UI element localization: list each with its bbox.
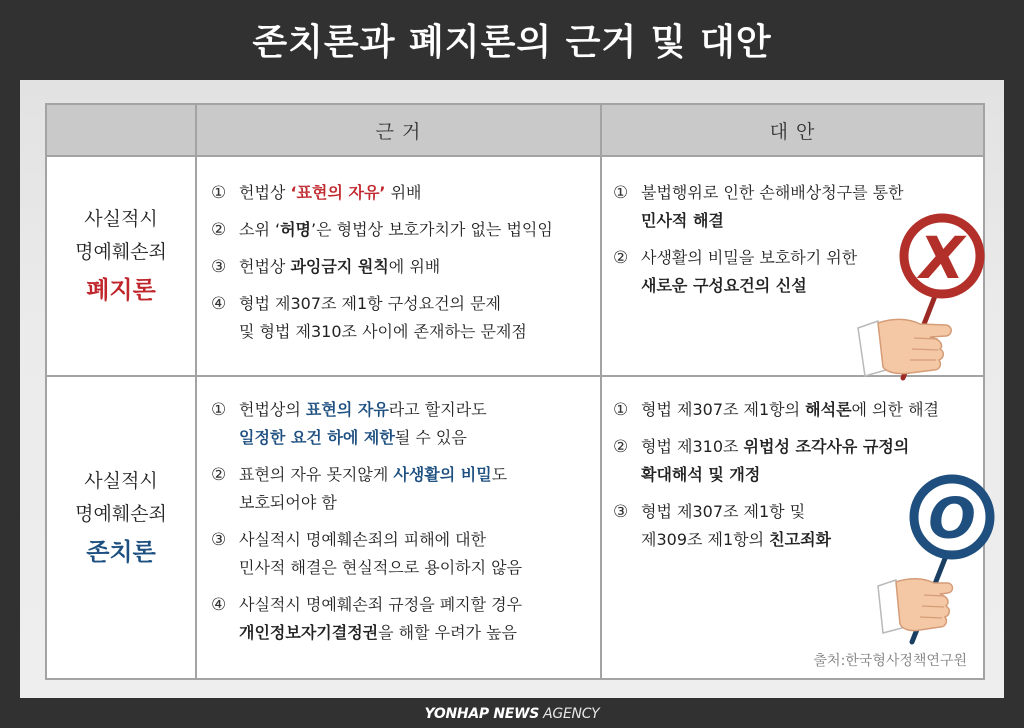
item-number: ④ [211,595,227,615]
bold-text: 위법성 조각사유 규정의 [743,437,910,456]
item-line [239,396,600,424]
list-item [211,526,600,582]
header-alternatives: 대 안 [602,105,983,155]
text-segment: 될 수 있음 [394,428,467,447]
text-segment: 위배 [385,183,422,202]
text-segment: ’은 형법상 보호가치가 없는 법익임 [311,220,553,239]
item-text [239,461,600,517]
text-segment: 형법 제310조 [641,437,744,456]
hand [896,579,953,631]
agency-footer [0,700,1024,728]
header-basis: 근 거 [197,105,600,155]
row-label-abolition [47,157,195,375]
item-number: ① [613,183,629,203]
hand [878,319,951,373]
item-text [239,216,600,244]
item-number: ② [211,465,227,485]
item-line [239,526,600,554]
item-number: ② [613,248,629,268]
text-segment: 표현의 자유 못지않게 [239,465,394,484]
item-text [239,253,600,281]
text-segment: 형법 제307조 제1항 및 [641,502,806,521]
text-segment: 도 [491,465,508,484]
list-item [211,461,600,517]
item-text [239,526,600,582]
comparison-table [45,103,985,680]
item-text [239,290,600,346]
item-number: ① [211,183,227,203]
item-number: ④ [211,294,227,314]
text-segment: 사실적시 명예훼손죄의 피해에 대한 [239,530,487,549]
text-segment: 형법 제307조 제1항 구성요건의 문제 [239,294,501,313]
text-segment: 을 해할 우려가 높음 [378,623,518,642]
item-line [239,179,600,207]
item-number: ② [613,437,629,457]
bold-text: 민사적 해결 [641,211,724,230]
highlight-text: 표현의 자유 [305,400,389,419]
agency-name: YONHAP NEWS [424,706,539,722]
text-segment: 헌법상 [239,257,291,276]
list-item [211,396,600,452]
text-segment: 불법행위로 인한 손해배상청구를 통한 [641,183,904,202]
row-label-highlight: 존치론 [86,537,156,566]
bold-text: 친고죄화 [769,530,831,549]
item-line [239,591,600,619]
row-label-line: 사실적시 [84,469,158,492]
basis-cell-retention [197,377,600,678]
list-item [211,179,600,207]
bold-text: 해석론 [805,400,852,419]
item-line [239,424,600,452]
bold-text: 과잉금지 원칙 [290,257,389,276]
item-line [641,179,983,207]
row-label-retention [47,377,195,678]
row-label-line: 사실적시 [84,208,158,230]
bold-text: 허명 [280,220,312,239]
text-segment: 헌법상의 [239,400,306,419]
item-number: ② [211,220,227,240]
text-segment: 헌법상 [239,183,291,202]
text-segment: 사생활의 비밀을 보호하기 위한 [641,248,858,267]
item-number: ① [613,400,629,420]
text-segment: 소위 ‘ [239,220,281,239]
agency-suffix: AGENCY [543,706,600,722]
item-number: ③ [211,257,227,277]
item-number: ① [211,400,227,420]
item-text [239,591,600,647]
item-line [641,433,983,461]
item-line [239,489,600,517]
highlight-text: 일정한 요건 하에 제한 [239,428,395,447]
basis-cell-abolition [197,157,600,375]
text-segment: 형법 제307조 제1항의 [641,400,806,419]
highlight-text: ‘표현의 자유’ [290,183,386,202]
item-line [239,619,600,647]
item-line [239,290,600,318]
text-segment: 에 의한 해결 [851,400,939,419]
header-empty-cell [47,105,195,155]
item-line [239,554,600,582]
text-segment: 보호되어야 함 [239,493,337,512]
bold-text: 새로운 구성요건의 신설 [641,276,807,295]
item-line [641,396,983,424]
source-credit: 출처:한국형사정책연구원 [813,653,967,669]
item-text [641,396,983,424]
item-number: ③ [211,530,227,550]
list-item [211,591,600,647]
page-title: 존치론과 폐지론의 근거 및 대안 [252,22,772,63]
x-mark: X [919,224,965,292]
text-segment: 제309조 제1항의 [641,530,770,549]
text-segment: 사실적시 명예훼손죄 규정을 폐지할 경우 [239,595,523,614]
list-item [211,253,600,281]
text-segment: 에 위배 [388,257,441,276]
bold-text: 개인정보자기결정권 [239,623,379,642]
item-line [239,461,600,489]
item-line [239,253,600,281]
text-segment: 민사적 해결은 현실적으로 용이하지 않음 [239,558,523,577]
x-sign-icon [852,208,992,380]
item-text [239,179,600,207]
item-line [239,216,600,244]
text-segment: 라고 할지라도 [388,400,487,419]
text-segment: 및 형법 제310조 사이에 존재하는 문제점 [239,322,527,341]
o-mark: O [928,486,976,552]
list-item [613,396,983,424]
list-item [211,216,600,244]
row-label-highlight: 폐지론 [86,276,156,304]
item-text [239,396,600,452]
bold-text: 확대해석 및 개정 [641,465,761,484]
o-sign-icon [876,470,1000,645]
row-label-line: 명예훼손죄 [75,502,167,525]
row-label-line: 명예훼손죄 [75,241,167,263]
item-line [239,318,600,346]
list-item [211,290,600,346]
item-number: ③ [613,502,629,522]
highlight-text: 사생활의 비밀 [393,465,492,484]
